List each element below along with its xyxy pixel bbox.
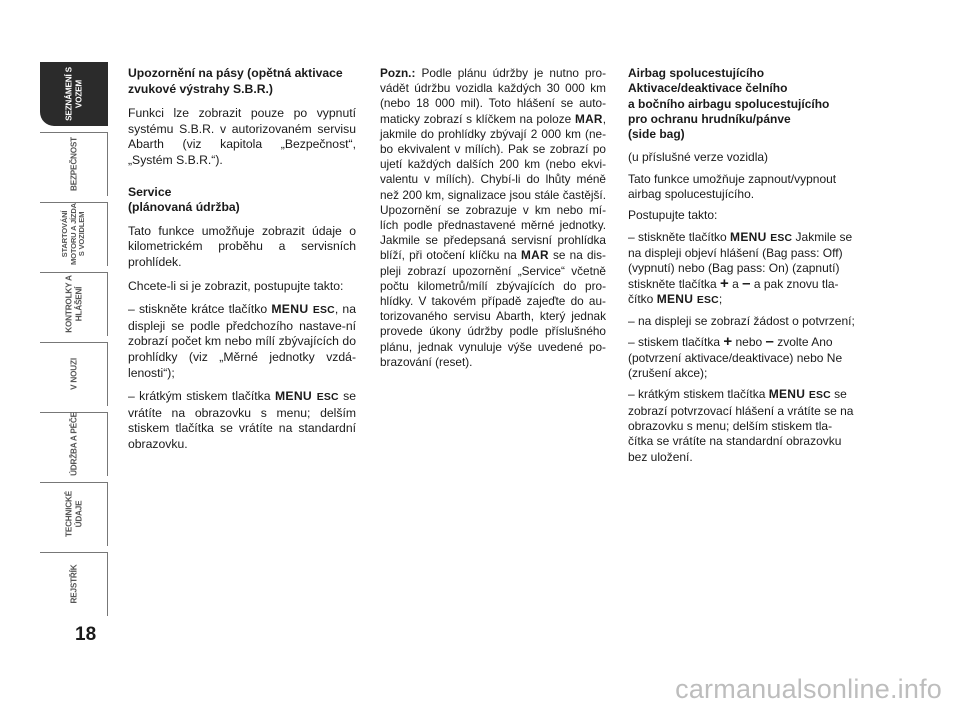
menu-esc-key-label-small: ESC bbox=[808, 390, 831, 402]
tab-technicke-udaje[interactable] bbox=[40, 482, 108, 546]
tab-label: SEZNÁMENÍ S VOZEM bbox=[64, 67, 83, 121]
minus-icon: – bbox=[765, 333, 774, 351]
paragraph: Tato funkce umožňuje zobrazit údaje o kilometrickém proběhu a servisních prohlídek. bbox=[128, 223, 356, 269]
heading-line: Service bbox=[128, 184, 172, 199]
watermark: carmanualsonline.info bbox=[675, 674, 942, 704]
tab-kontrolky[interactable] bbox=[40, 272, 108, 336]
paragraph: Postupujte takto: bbox=[628, 208, 718, 223]
column-3 bbox=[628, 66, 856, 473]
note-label: Pozn.: bbox=[380, 66, 416, 80]
tab-rejstrik[interactable] bbox=[40, 552, 108, 616]
page-number: 18 bbox=[75, 624, 97, 645]
chapter-sidebar bbox=[40, 62, 108, 620]
tab-label: V NOUZI bbox=[69, 358, 79, 390]
tab-label: REJSTŘÍK bbox=[69, 564, 79, 604]
tab-label: STARTOVÁNÍ MOTORU A JÍZDA S VOZIDLEM bbox=[60, 203, 87, 265]
menu-esc-key-label: MENU bbox=[656, 291, 697, 306]
version-note: (u příslušné verze vozidla) bbox=[628, 150, 769, 165]
section-heading: Upozornění na pásy (opětná aktivace zvukové výstrahy S.B.R.) bbox=[128, 66, 343, 96]
column-1 bbox=[128, 66, 356, 460]
section-heading bbox=[128, 185, 356, 216]
plus-icon: + bbox=[720, 274, 729, 292]
tab-v-nouzi[interactable] bbox=[40, 342, 108, 406]
section-heading: Airbag spolucestujícího Aktivace/deaktivace čelního a bočního airbagu spolucestujícího pro ochranu hrudníku/pánve (side bag) bbox=[628, 66, 830, 142]
step-paragraph: – na displeji se zobrazí žádost o potvrzení; bbox=[628, 314, 855, 329]
column-2 bbox=[380, 66, 606, 378]
paragraph: Tato funkce umožňuje zapnout/vypnout airbag spolucestujícího. bbox=[628, 171, 837, 202]
paragraph: Funkci lze zobrazit pouze po vypnutí systému S.B.R. v autorizovaném servisu Abarth (viz kapitola „Bezpečnost“, „Systém S.B.R.“). bbox=[128, 106, 356, 167]
menu-esc-key-label: MENU bbox=[271, 302, 313, 317]
tab-label: BEZPEČNOST bbox=[69, 137, 79, 191]
tab-label: KONTROLKY A HLÁŠENÍ bbox=[64, 275, 83, 333]
tab-udrzba[interactable] bbox=[40, 412, 108, 476]
menu-esc-key-label-small: ESC bbox=[312, 305, 335, 317]
step-paragraph: – krátkým stiskem tlačítka MENU ESC se vrátíte na obrazovku s menu; delším stiskem tlačítka se vrátíte na standardní obrazovku. bbox=[128, 389, 356, 451]
step-paragraph: – stiskem tlačítka + nebo – zvolte Ano (potvrzení aktivace/deaktivace) nebo Ne (zrušení akce); bbox=[628, 333, 843, 381]
step-paragraph: – stiskněte tlačítko MENU ESC Jakmile se na displeji objeví hlášení (Bag pass: Off) (vypnutí) nebo (Bag pass: On) (zapnutí) stiskněte tlačítka + a – a pak znovu tla-čítko MENU ESC; bbox=[628, 229, 853, 306]
minus-icon: – bbox=[742, 274, 751, 292]
tab-startovani[interactable] bbox=[40, 202, 108, 266]
menu-esc-key-label: MENU bbox=[274, 389, 317, 404]
heading-line: (plánovaná údržba) bbox=[128, 200, 240, 215]
menu-esc-key-label-small: ESC bbox=[696, 294, 719, 306]
paragraph: Chcete-li si je zobrazit, postupujte takto: bbox=[128, 278, 344, 293]
plus-icon: + bbox=[723, 333, 733, 351]
step-paragraph: – krátkým stiskem tlačítka MENU ESC se zobrazí potvrzovací hlášení a vrátíte se na obrazovku s menu; delším stiskem tla-čítka se vrátíte na standardní obrazovku bez uložení. bbox=[628, 387, 854, 464]
tab-label: ÚDRŽBA A PÉČE bbox=[69, 412, 79, 476]
tab-bezpecnost[interactable] bbox=[40, 132, 108, 196]
tab-label: TECHNICKÉ ÚDAJE bbox=[64, 491, 83, 537]
note-paragraph: Pozn.: Podle plánu údržby je nutno pro-vádět údržbu vozidla každých 30 000 km (nebo 18 000 mil). Toto hlášení se auto-maticky zobrazí s klíčkem na poloze MAR, jakmile do prohlídky zbývají 2 000 km (ne-bo ekvivalent v mílích). Pak se zobrazí po ujetí každých dalších 200 km (nebo ekvi-valentu v mílích). Chybí-li do lhůty méně než 200 km, signalizace jsou stále častější. Upozornění se zobrazuje v km nebo mí-lích podle přednastavené měrné jednotky. Jakmile se předepsaná servisní prohlídka blíží, při otočení klíčku na MAR se na dis-pleji zobrazí upozornění „Service“ včetně počtu kilometrů/mílí zbývajících do pro-hlídky. V takovém případě zajeďte do au-torizovaného servisu Abarth, který jednak provede úkony údržby podle příslušného plánu, jednak vynuluje výše uvedené po-brazování (reset). bbox=[380, 66, 606, 369]
tab-seznameni-s-vozem[interactable] bbox=[40, 62, 108, 126]
key-position-mar: MAR bbox=[574, 111, 603, 126]
step-paragraph: – stiskněte krátce tlačítko MENU ESC, na displeji se podle předchozího nastave-ní zobrazí počet km nebo mílí zbývajících do prohlídky (viz „Měrné jednotky vzdá-lenosti“); bbox=[128, 302, 356, 380]
menu-esc-key-label-small: ESC bbox=[770, 232, 793, 244]
key-position-mar: MAR bbox=[521, 248, 549, 263]
menu-esc-key-label-small: ESC bbox=[316, 392, 339, 404]
menu-esc-key-label: MENU bbox=[768, 387, 809, 402]
menu-esc-key-label: MENU bbox=[730, 229, 771, 244]
